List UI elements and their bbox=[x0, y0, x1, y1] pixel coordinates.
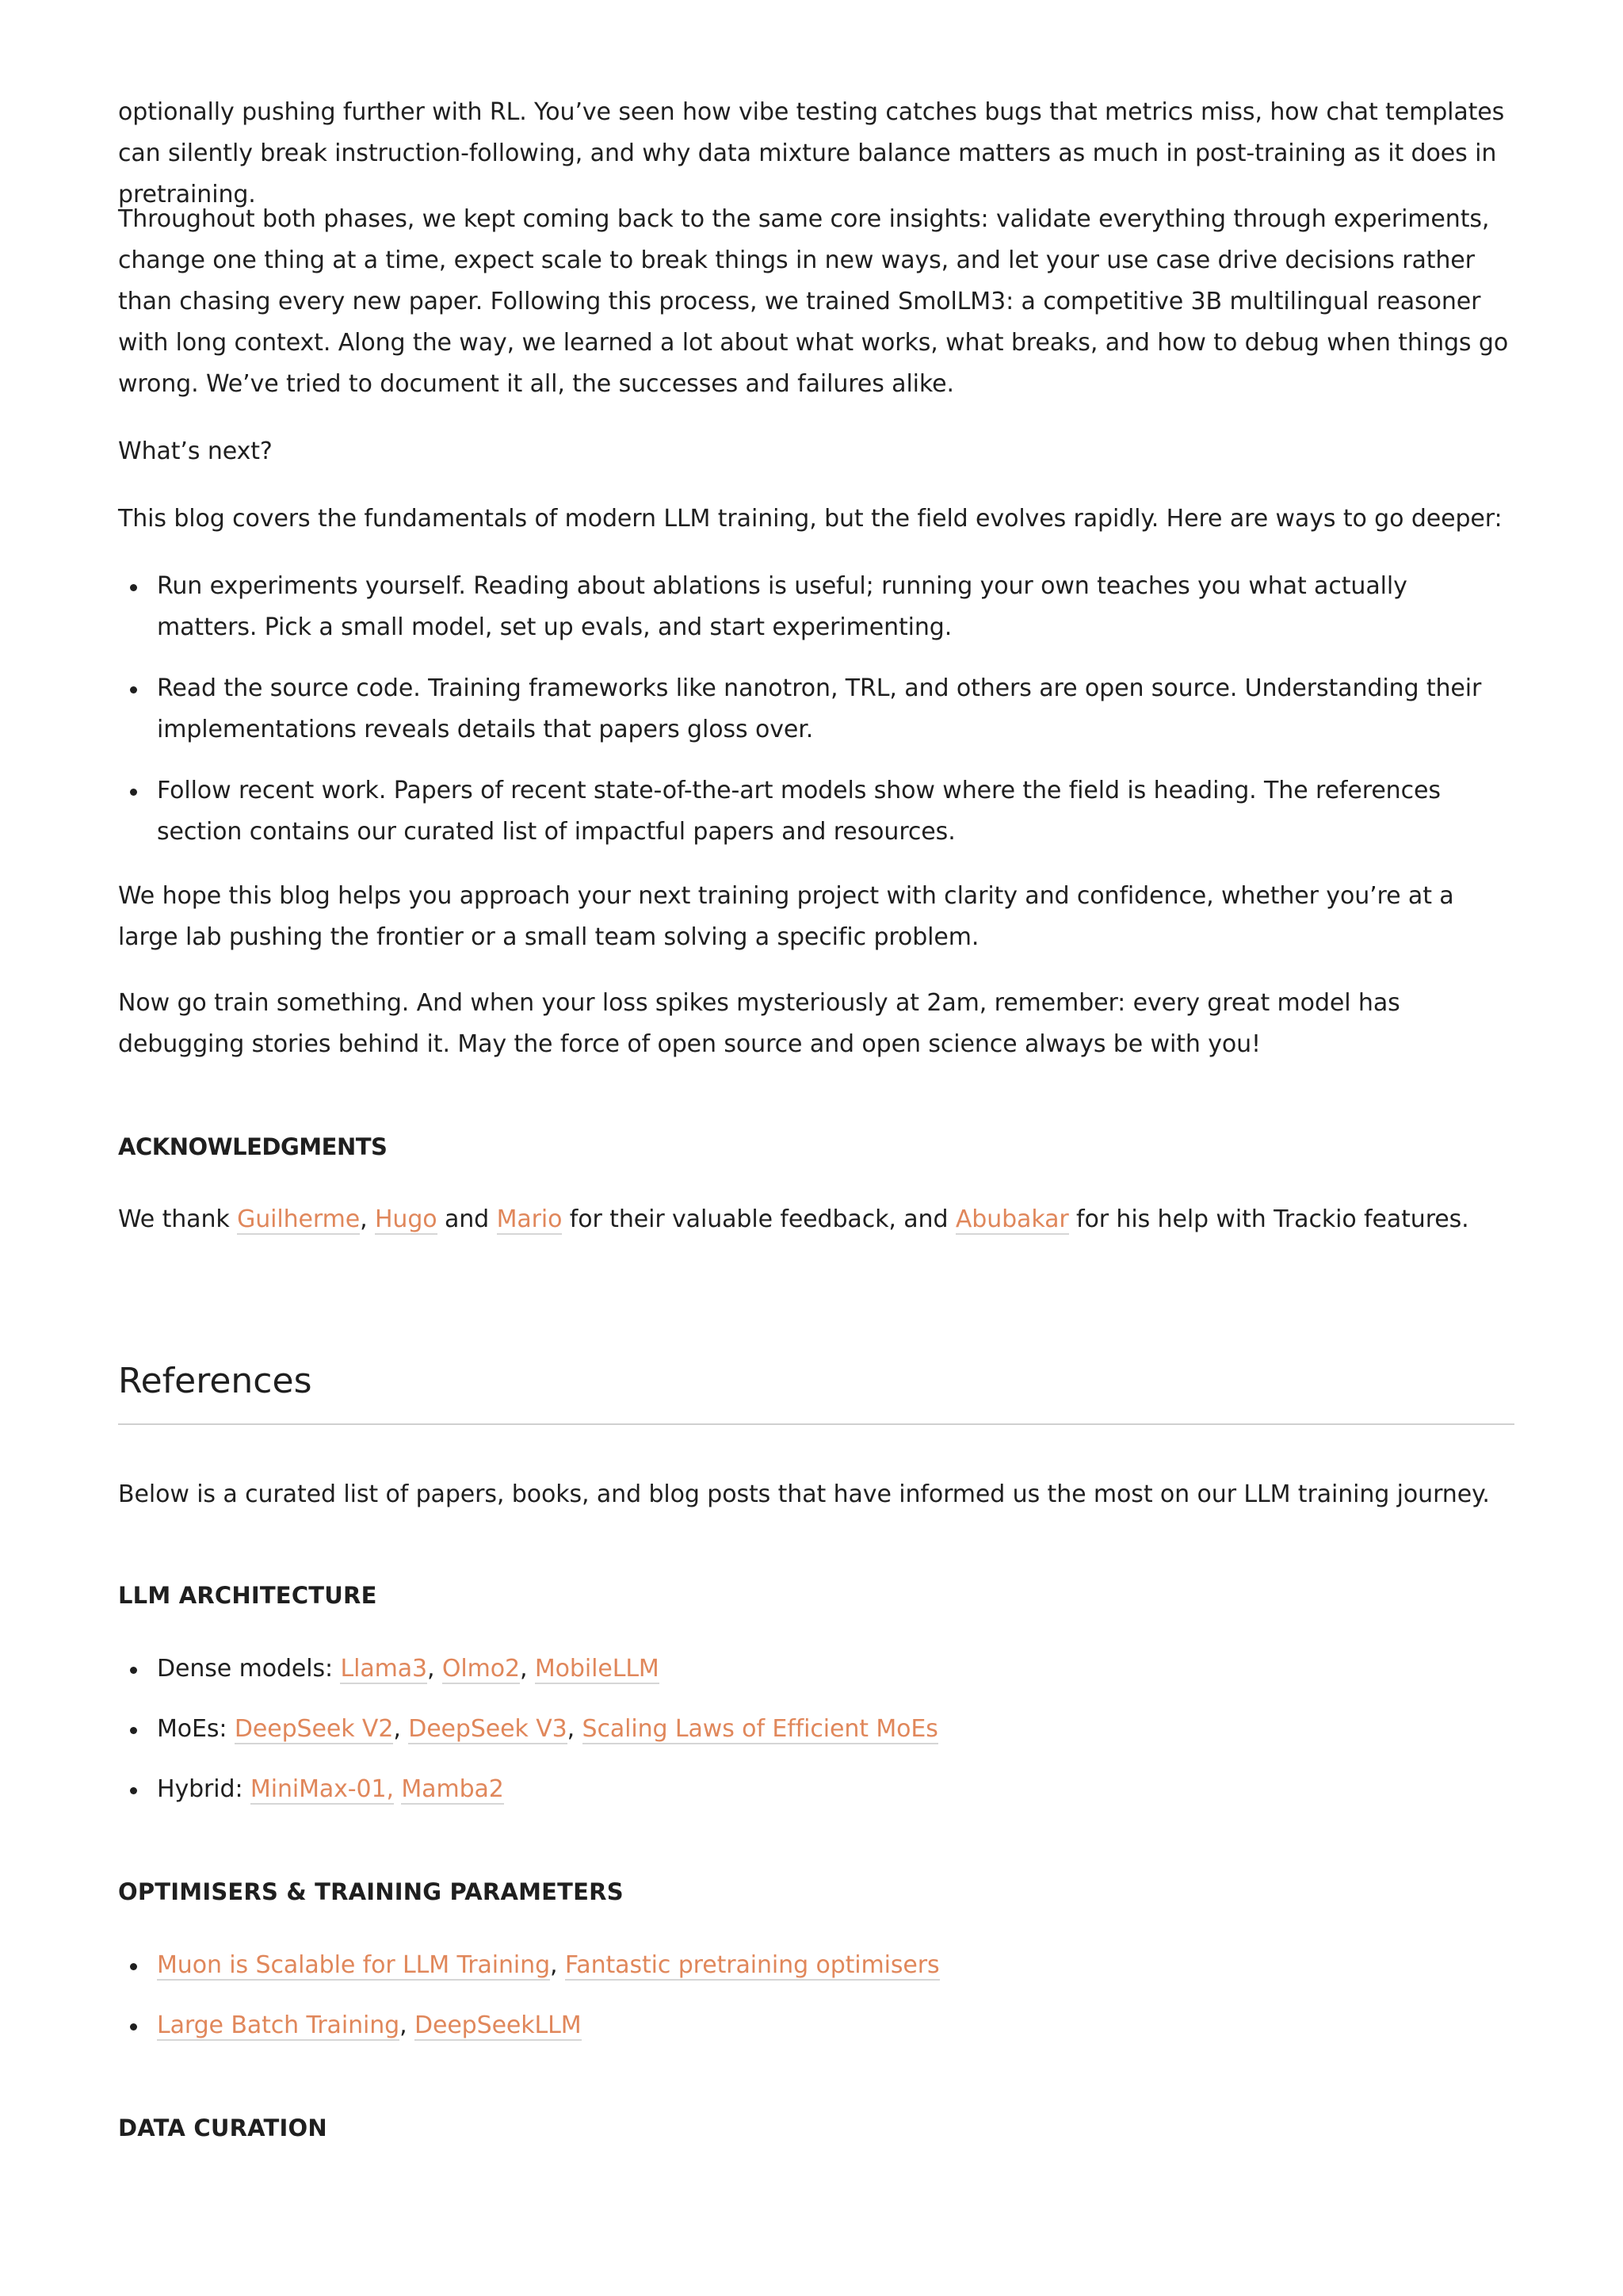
ack-separator: , bbox=[360, 1205, 375, 1233]
acknowledgments-heading: ACKNOWLEDGMENTS bbox=[118, 1133, 388, 1160]
list-item-dense-models bbox=[118, 1648, 1514, 1690]
hybrid-label: Hybrid: bbox=[157, 1775, 250, 1803]
llm-architecture-heading: LLM ARCHITECTURE bbox=[118, 1582, 377, 1609]
go-deeper-list bbox=[118, 566, 1514, 853]
list-item-moes bbox=[118, 1709, 1514, 1750]
paragraph-go-deeper: This blog covers the fundamentals of modern LLM training, but the field evolves rapidly. Here are ways to go deeper: bbox=[118, 505, 1503, 533]
link-mario[interactable]: Mario bbox=[496, 1205, 563, 1233]
link-mobilellm[interactable]: MobileLLM bbox=[534, 1655, 659, 1683]
comma-separator: , bbox=[550, 1951, 565, 1979]
list-item-optimisers-2 bbox=[118, 2005, 1514, 2046]
paragraph-rl-summary: optionally pushing further with RL. You’ve seen how vibe testing catches bugs that metrics miss, how chat templates can silently break instruction-following, and why data mixture balance matters as much in post-training as it does in pretraining. bbox=[118, 98, 1505, 208]
moes-label: MoEs: bbox=[157, 1715, 235, 1743]
optimisers-heading: OPTIMISERS & TRAINING PARAMETERS bbox=[118, 1878, 624, 1905]
comma-separator: , bbox=[567, 1715, 582, 1743]
comma-separator: , bbox=[427, 1655, 442, 1683]
paragraph-core-insights: Throughout both phases, we kept coming back to the same core insights: validate everything through experiments, change one thing at a time, expect scale to break things in new ways, and let your use case drive decisions rather than chasing every new paper. Following this process, we trained SmolLM3: a competitive 3B multilingual reasoner with long context. Along the way, we learned a lot about what works, what breaks, and how to debug when things go wrong. We’ve tried to document it all, the successes and failures alike. bbox=[118, 205, 1509, 398]
acknowledgments-text bbox=[118, 1199, 1514, 1240]
paragraph-hope: We hope this blog helps you approach your next training project with clarity and confidence, whether you’re at a large lab pushing the frontier or a small team solving a specific problem. bbox=[118, 882, 1454, 951]
references-intro: Below is a curated list of papers, books, and blog posts that have informed us the most on our LLM training journey. bbox=[118, 1480, 1490, 1508]
link-deepseek-v3[interactable]: DeepSeek V3 bbox=[408, 1715, 567, 1743]
list-item-optimisers-1 bbox=[118, 1945, 1514, 1986]
link-llama3[interactable]: Llama3 bbox=[340, 1655, 428, 1683]
link-guilherme[interactable]: Guilherme bbox=[237, 1205, 361, 1233]
space-separator bbox=[394, 1775, 401, 1803]
paragraph-go-train: Now go train something. And when your loss spikes mysteriously at 2am, remember: every great model has debugging stories behind it. May the force of open source and open science always be with you! bbox=[118, 989, 1400, 1058]
link-minimax-01[interactable]: MiniMax-01, bbox=[250, 1775, 394, 1803]
list-item-hybrid bbox=[118, 1769, 1514, 1810]
link-mamba2[interactable]: Mamba2 bbox=[401, 1775, 504, 1803]
paragraph-whats-next: What’s next? bbox=[118, 437, 273, 465]
ack-middle: for their valuable feedback, and bbox=[562, 1205, 956, 1233]
link-large-batch-training[interactable]: Large Batch Training bbox=[157, 2011, 400, 2039]
optimisers-list bbox=[118, 1945, 1514, 2046]
dense-models-label: Dense models: bbox=[157, 1655, 341, 1683]
comma-separator: , bbox=[520, 1655, 535, 1683]
ack-suffix: for his help with Trackio features. bbox=[1068, 1205, 1469, 1233]
link-fantastic-optimisers[interactable]: Fantastic pretraining optimisers bbox=[564, 1951, 940, 1979]
references-divider bbox=[118, 1423, 1514, 1425]
llm-architecture-list bbox=[118, 1648, 1514, 1810]
list-item: Run experiments yourself. Reading about ablations is useful; running your own teaches you what actually matters. Pick a small model, set up evals, and start experimenting. bbox=[118, 566, 1514, 648]
references-title: References bbox=[118, 1361, 312, 1401]
ack-prefix: We thank bbox=[118, 1205, 238, 1233]
comma-separator: , bbox=[393, 1715, 409, 1743]
list-item: Follow recent work. Papers of recent state-of-the-art models show where the field is heading. The references section contains our curated list of impactful papers and resources. bbox=[118, 770, 1514, 853]
link-abubakar[interactable]: Abubakar bbox=[955, 1205, 1069, 1233]
list-item: Read the source code. Training frameworks like nanotron, TRL, and others are open source. Understanding their implementations reveals details that papers gloss over. bbox=[118, 668, 1514, 751]
data-curation-heading: DATA CURATION bbox=[118, 2115, 327, 2141]
link-scaling-laws-moes[interactable]: Scaling Laws of Efficient MoEs bbox=[582, 1715, 938, 1743]
link-muon-scalable[interactable]: Muon is Scalable for LLM Training bbox=[157, 1951, 551, 1979]
link-hugo[interactable]: Hugo bbox=[374, 1205, 437, 1233]
link-deepseek-v2[interactable]: DeepSeek V2 bbox=[234, 1715, 394, 1743]
ack-and: and bbox=[437, 1205, 497, 1233]
link-olmo2[interactable]: Olmo2 bbox=[441, 1655, 521, 1683]
link-deepseekllm[interactable]: DeepSeekLLM bbox=[414, 2011, 582, 2039]
comma-separator: , bbox=[399, 2011, 414, 2039]
